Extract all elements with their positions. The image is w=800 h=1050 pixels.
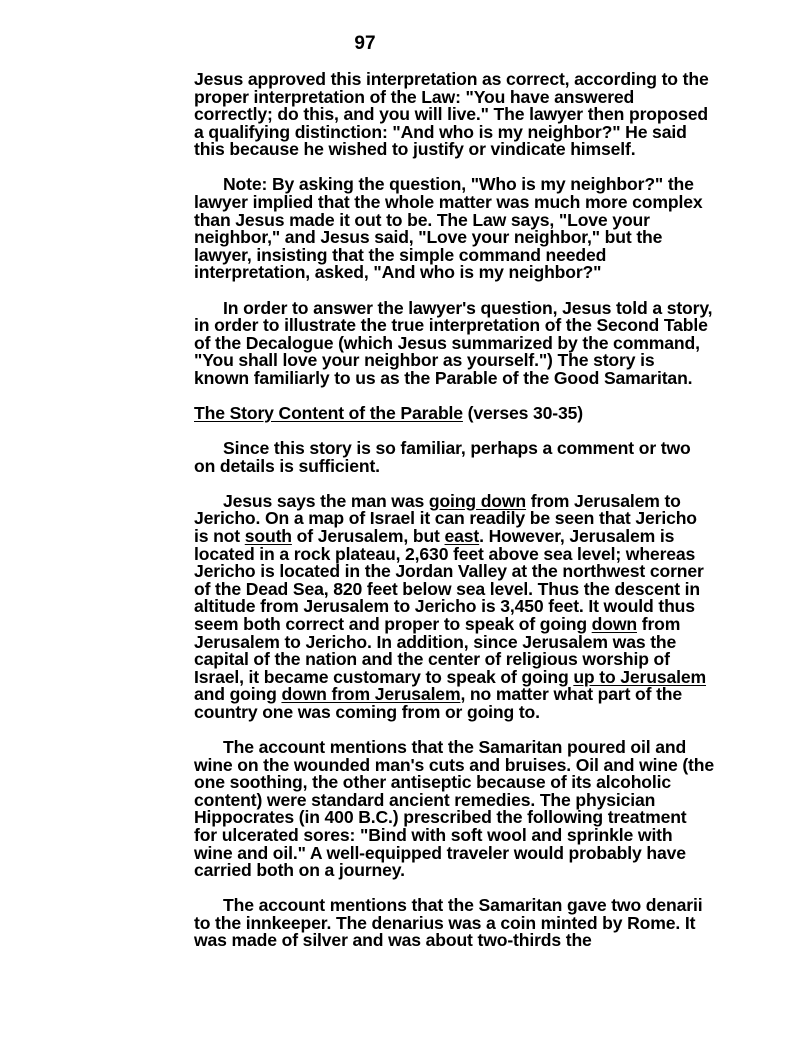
- section-heading: [194, 405, 714, 423]
- underlined-text: going down: [428, 490, 527, 511]
- paragraph: [194, 440, 714, 475]
- text-run: In order to answer the lawyer's question, Jesus told a story, in order to illustrate the true interpretation of the Second Table of the Decalogue (which Jesus summarized by the command, "You shall love your neighbor as yourself.") The story is known familiarly to us as the Parable of the Good Samaritan.: [194, 297, 713, 388]
- paragraph: [194, 739, 714, 880]
- paragraph: [194, 897, 714, 950]
- text-run: from Jerusalem to Jericho. On a map of Israel it can readily be seen that Jericho is not: [194, 490, 697, 546]
- text-run: (verses 30-35): [462, 403, 583, 423]
- page-number: 97: [354, 33, 376, 54]
- underlined-text: down: [591, 613, 637, 634]
- text-run: , no matter what part of the country one was coming from or going to.: [194, 684, 683, 722]
- underlined-text: up to Jerusalem: [573, 666, 706, 687]
- paragraph: [194, 176, 714, 282]
- text-run: Note: By asking the question, "Who is my neighbor?" the lawyer implied that the whole matter was much more complex than Jesus made it out to be. The Law says, "Love your neighbor," and Jesus said, "Love your neighbor," but the lawyer, insisting that the simple command needed interpretation, asked, "And who is my neighbor?": [194, 174, 703, 283]
- text-run: and going: [194, 684, 282, 705]
- text-run: The account mentions that the Samaritan gave two denarii to the innkeeper. The denarius was a coin minted by Rome. It was made of silver and was about two-thirds the: [194, 895, 703, 951]
- paragraph: [194, 297, 714, 388]
- document-body: [194, 71, 714, 968]
- underlined-text: down from Jerusalem: [281, 684, 461, 705]
- text-run: Jesus says the man was: [223, 490, 429, 511]
- paragraph: [194, 490, 714, 722]
- text-run: Jesus approved this interpretation as correct, according to the proper interpretation of the Law: "You have answered correctly; do this, and you will live." The lawyer then proposed a qualifying distinction: "And who is my neighbor?" He said this because he wished to justify or vindicate himself.: [194, 69, 709, 160]
- paragraph: [194, 71, 714, 159]
- underlined-text: east: [444, 525, 480, 546]
- text-run: . However, Jerusalem is located in a rock plateau, 2,630 feet above sea level; whereas Jericho is located in the Jordan Valley at the northwest corner of the Dead Sea, 820 feet below sea level. Thus the descent in altitude from Jerusalem to Jericho is 3,450 feet. It would thus seem both correct and proper to speak of going: [194, 525, 704, 634]
- text-run: Since this story is so familiar, perhaps a comment or two on details is sufficient.: [194, 438, 691, 476]
- text-run: The account mentions that the Samaritan poured oil and wine on the wounded man's cuts and bruises. Oil and wine (the one soothing, the other antiseptic because of its alcoholic content) were standard ancient remedies. The physician Hippocrates (in 400 B.C.) prescribed the following treatment for ulcerated sores: "Bind with soft wool and sprinkle with wine and oil." A well-equipped traveler would probably have carried both on a journey.: [194, 737, 714, 881]
- text-run: of Jerusalem, but: [291, 525, 445, 546]
- text-run: from Jerusalem to Jericho. In addition, since Jerusalem was the capital of the nation and the center of religious worship of Israel, it became customary to speak of going: [194, 613, 681, 687]
- underlined-text: The Story Content of the Parable: [194, 403, 463, 423]
- underlined-text: south: [244, 525, 292, 546]
